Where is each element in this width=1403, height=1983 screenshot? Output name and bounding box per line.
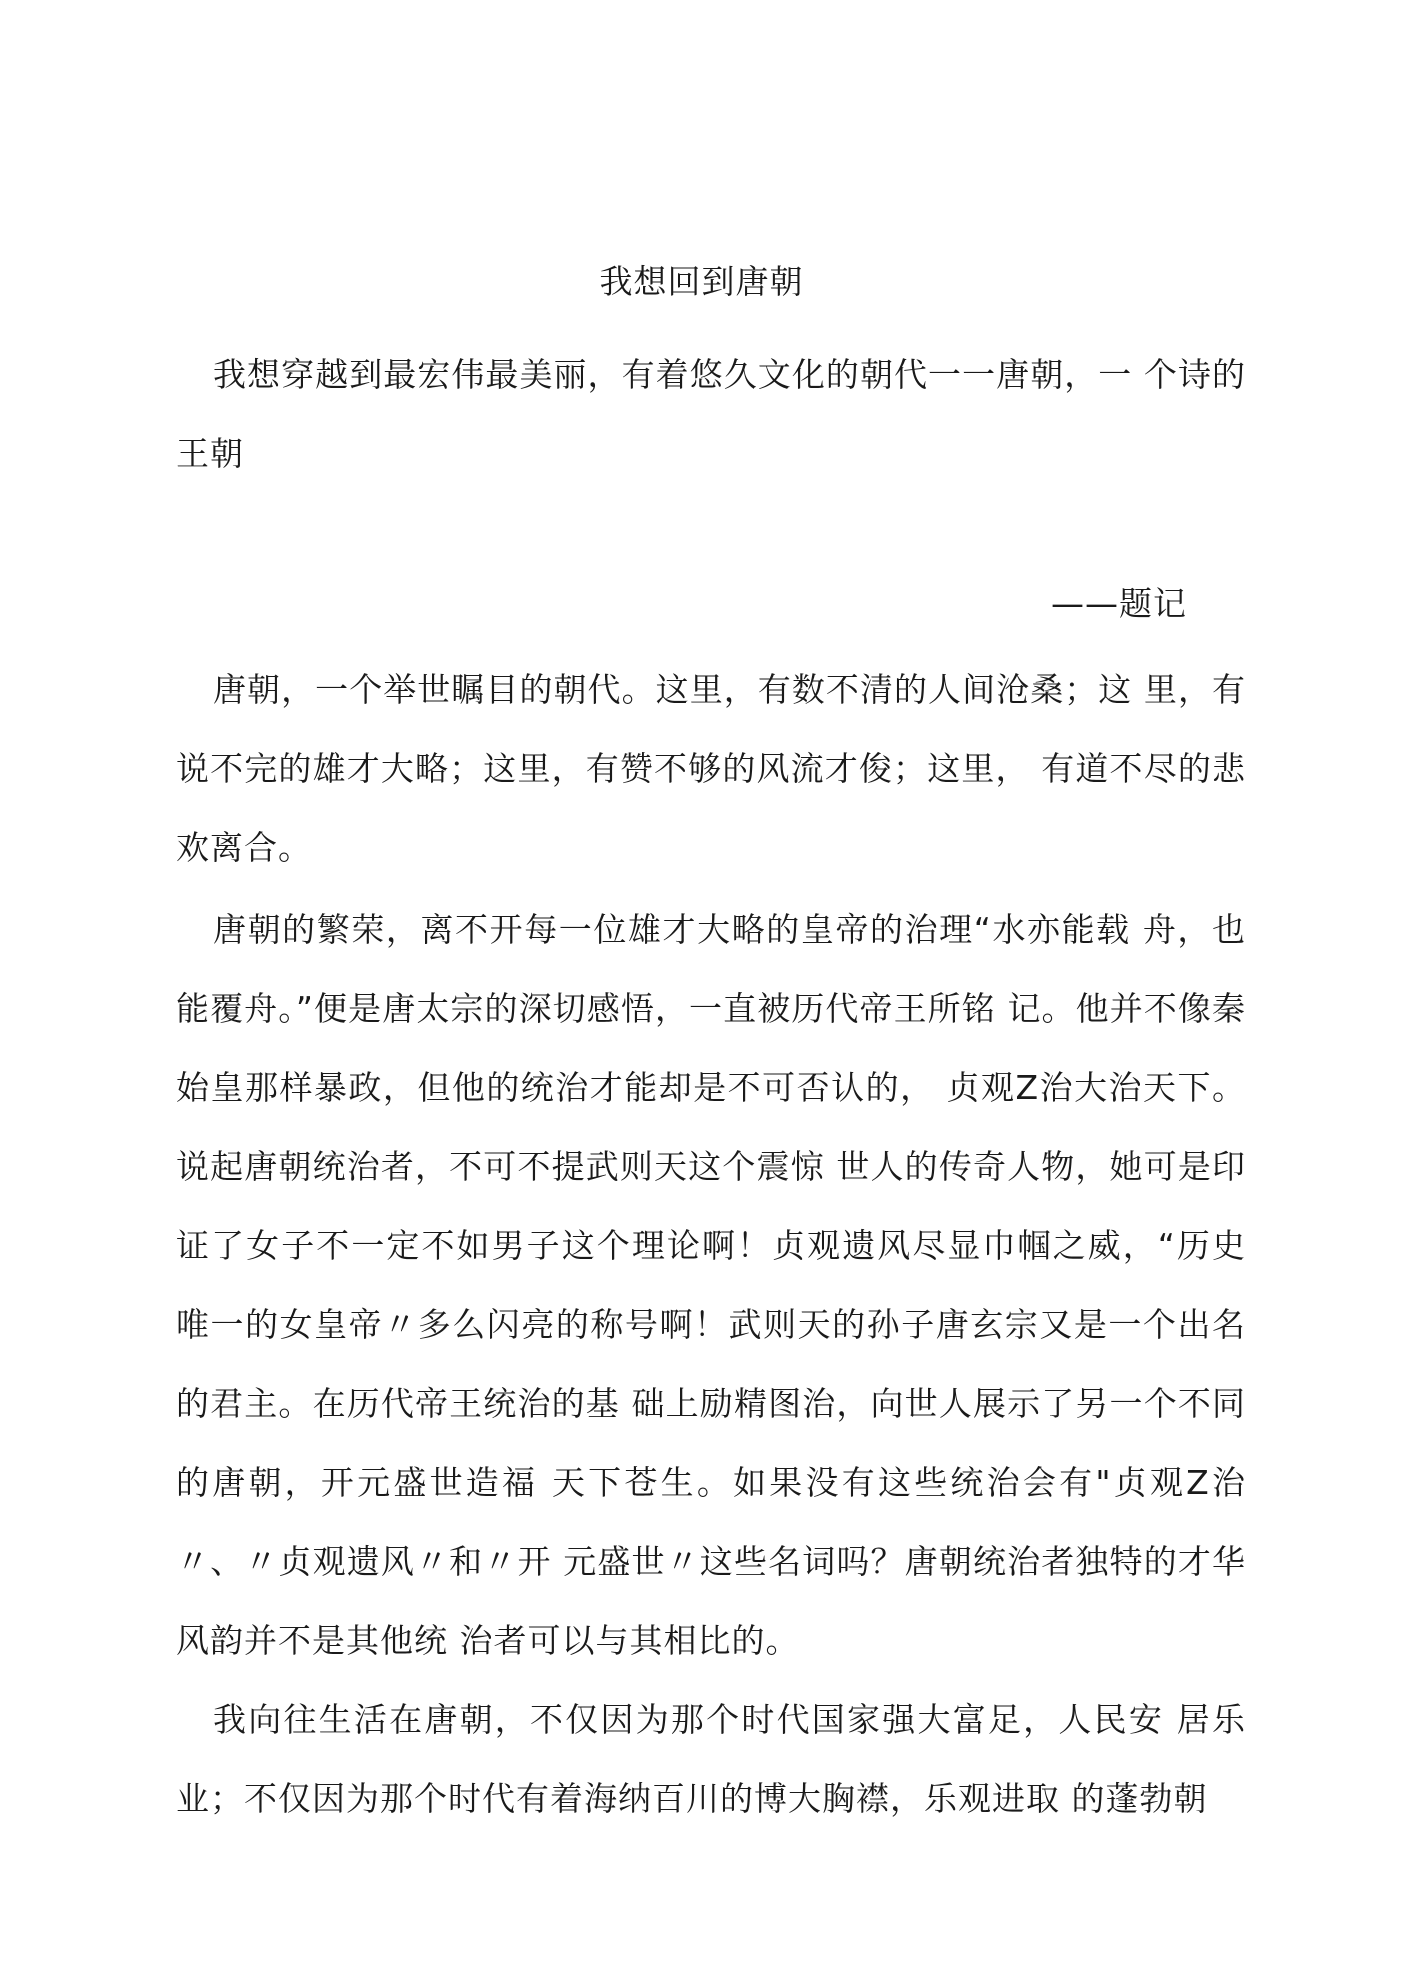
- intro-paragraph: 我想穿越到最宏伟最美丽，有着悠久文化的朝代一一唐朝，一 个诗的王朝: [176, 355, 1246, 473]
- signoff-text: ——题记: [1051, 584, 1187, 623]
- body-paragraph-3: 我向往生活在唐朝，不仅因为那个时代国家强大富足，人民安 居乐业；不仅因为那个时代有着海纳百川的博大胸襟，乐观进取 的蓬勃朝: [176, 1700, 1246, 1818]
- document-title: 我想回到唐朝: [599, 262, 804, 301]
- body-paragraph-2: 唐朝的繁荣，离不开每一位雄才大略的皇帝的治理“水亦能载 舟，也能覆舟。”便是唐太宗的深切感悟，一直被历代帝王所铭 记。他并不像秦始皇那样暴政，但他的统治才能却是不可否认的， 贞观Z治大治天下。说起唐朝统治者，不可不提武则天这个震惊 世人的传奇人物，她可是印证了女子不一定不如男子这个理论啊！贞观遗风尽显巾帼之威，“历史唯一的女皇帝〃多么闪亮的称号啊！武则天的孙子唐玄宗又是一个出名的君主。在历代帝王统治的基 础上励精图治，向世人展示了另一个不同的唐朝，开元盛世造福 天下苍生。如果没有这些统治会有"贞观Z治〃、〃贞观遗风〃和〃开 元盛世〃这些名词吗？唐朝统治者独特的才华风韵并不是其他统 治者可以与其相比的。: [176, 910, 1246, 1660]
- body-paragraph-1: 唐朝，一个举世瞩目的朝代。这里，有数不清的人间沧桑；这 里，有说不完的雄才大略；这里，有赞不够的风流才俊；这里， 有道不尽的悲欢离合。: [176, 670, 1246, 867]
